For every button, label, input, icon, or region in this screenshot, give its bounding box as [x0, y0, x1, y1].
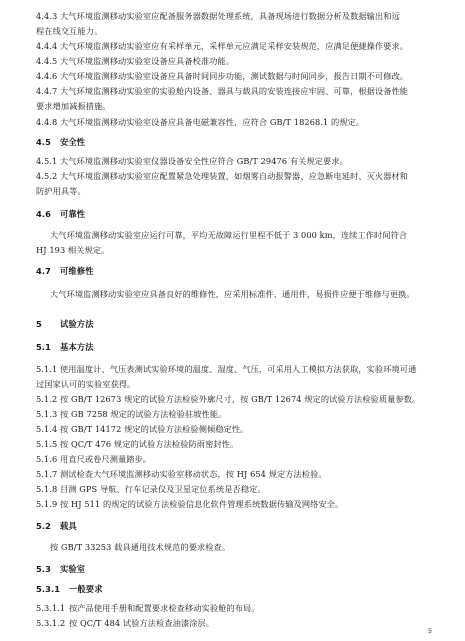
section-title: 可靠性 — [60, 209, 86, 219]
clause-5-1-7 — [36, 468, 327, 480]
clause-4-4-3 — [36, 10, 400, 22]
clause-text: 按 QC/T 484 试验方法检查油漆涂层。 — [69, 618, 215, 628]
clause-text: 大气环境监测移动实验室应配置紧急处理装置，如烟雾自动报警器、应急断电延时、灭火器材和 — [60, 171, 409, 181]
clause-text: 大气环境监测移动实验室仪器设备安全性应符合 GB/T 29476 有关规定要求。 — [60, 156, 348, 166]
clause-number: 5.1.1 — [36, 364, 58, 374]
clause-number: 4.4.4 — [36, 41, 58, 51]
section-heading-5-3 — [36, 563, 85, 575]
clause-5-1-8 — [36, 483, 266, 495]
clause-5-1-6 — [36, 453, 151, 465]
chapter-number: 5 — [36, 319, 42, 329]
clause-number: 5.1.2 — [36, 394, 58, 404]
clause-5-1-5 — [36, 438, 238, 450]
clause-4-4-5 — [36, 55, 234, 67]
clause-number: 4.5.2 — [36, 171, 58, 181]
paragraph-text: 按 GB/T 33253 载具通用技术规范的要求检查。 — [50, 542, 231, 552]
clause-text: 过国家认可的实验室获得。 — [36, 379, 136, 389]
clause-text: 按 GB/T 12673 规定的试验方法检验外廓尺寸，按 GB/T 12674 规定的试验方法检验质量参数。 — [60, 394, 421, 404]
chapter-title: 试验方法 — [60, 319, 94, 329]
paragraph-text: 大气环境监测移动实验室应运行可靠，平均无故障运行里程不低于 3 000 km，连续工作时间符合 — [50, 230, 408, 240]
clause-text: 要求增加减振措施。 — [36, 101, 111, 111]
clause-number: 4.4.3 — [36, 11, 58, 21]
clause-text: 测试检查大气环境监测移动实验室移动状态，按 HJ 654 规定方法检验。 — [60, 469, 327, 479]
paragraph — [50, 229, 407, 241]
clause-text: 按 GB/T 14172 规定的试验方法检验侧倾稳定性。 — [60, 424, 249, 434]
clause-number: 4.4.7 — [36, 86, 58, 96]
paragraph-text: HJ 193 相关规定。 — [36, 245, 110, 255]
clause-text: 使用温度计、气压表测试实验环境的温度、湿度、气压，可采用人工模拟方法获取，实验环境可通 — [60, 364, 417, 374]
clause-5-1-2 — [36, 393, 420, 405]
clause-number: 5.1.7 — [36, 469, 58, 479]
section-number: 4.5 — [36, 137, 51, 147]
paragraph-text: 大气环境监测移动实验室应具备良好的维修性，应采用标准件、通用件，易损件应便于维修与更换。 — [50, 289, 415, 299]
section-heading-4-5 — [36, 136, 85, 148]
clause-number: 5.1.9 — [36, 499, 58, 509]
clause-number: 5.3.1.2 — [36, 618, 66, 628]
clause-text: 大气环境监测移动实验室设备应具备校准功能。 — [60, 56, 235, 66]
paragraph — [50, 288, 415, 300]
section-heading-5-3-1 — [36, 583, 103, 595]
clause-5-1-1 — [36, 363, 416, 375]
clause-4-4-6 — [36, 70, 408, 82]
clause-4-5-2 — [36, 170, 408, 182]
section-number: 4.6 — [36, 209, 51, 219]
clause-5-3-1-1 — [36, 602, 260, 614]
clause-number: 5.1.6 — [36, 454, 58, 464]
clause-number: 5.1.5 — [36, 439, 58, 449]
section-heading-4-7 — [36, 265, 94, 277]
clause-continuation — [36, 100, 111, 112]
clause-text: 按 HJ 511 的规定的试验方法检验信息化软件管理系统数据传输及网络安全。 — [60, 499, 344, 509]
clause-text: 按产品使用手册和配置要求检查移动实验舱的布局。 — [69, 603, 260, 613]
paragraph — [50, 541, 230, 553]
clause-text: 目测 GPS 导航、行车记录仪及卫星定位系统是否稳定。 — [60, 484, 266, 494]
clause-4-4-7 — [36, 85, 408, 97]
section-title: 实验室 — [60, 564, 86, 574]
section-title: 载具 — [60, 521, 77, 531]
clause-5-1-9 — [36, 498, 343, 510]
chapter-heading-5 — [36, 318, 94, 330]
section-title: 一般要求 — [69, 584, 103, 594]
section-number: 5.3.1 — [36, 584, 61, 594]
clause-text: 大气环境监测移动实验室应有采样单元，采样单元应满足采样安装规范，应满足便捷操作要求。 — [60, 41, 409, 51]
section-number: 5.2 — [36, 521, 51, 531]
clause-continuation — [36, 25, 102, 37]
section-title: 基本方法 — [60, 342, 94, 352]
section-heading-5-2 — [36, 520, 77, 532]
clause-number: 5.3.1.1 — [36, 603, 66, 613]
clause-text: 大气环境监测移动实验室应配备服务器数据处理系统，具备现场进行数据分析及数据输出和远 — [60, 11, 400, 21]
clause-text: 防护用具等。 — [36, 186, 86, 196]
clause-text: 大气环境监测移动实验室的实验舱内设备、器具与载具的安装连接应牢固、可靠，根据设备性能 — [60, 86, 409, 96]
clause-4-4-4 — [36, 40, 408, 52]
clause-text: 大气环境监测移动实验室设备应具备时间同步功能，测试数据与时间同步，报告日期不可修改。 — [60, 71, 409, 81]
clause-number: 4.4.5 — [36, 56, 58, 66]
clause-5-1-4 — [36, 423, 248, 435]
clause-continuation — [36, 378, 135, 390]
paragraph-continuation — [36, 244, 109, 256]
page-number: 5 — [427, 627, 432, 635]
clause-text: 按 GB 7258 规定的试验方法检验驻坡性能。 — [60, 409, 227, 419]
section-number: 5.1 — [36, 342, 51, 352]
section-title: 安全性 — [60, 137, 86, 147]
clause-number: 4.4.6 — [36, 71, 58, 81]
clause-number: 4.4.8 — [36, 117, 58, 127]
clause-number: 5.1.3 — [36, 409, 58, 419]
clause-4-4-8 — [36, 116, 364, 128]
clause-number: 5.1.8 — [36, 484, 58, 494]
clause-text: 程在线交互能力。 — [36, 26, 103, 36]
section-title: 可维修性 — [60, 266, 94, 276]
section-number: 4.7 — [36, 266, 51, 276]
clause-number: 4.5.1 — [36, 156, 58, 166]
section-heading-5-1 — [36, 341, 94, 353]
clause-text: 用直尺或卷尺测量踏步。 — [60, 454, 152, 464]
section-number: 5.3 — [36, 564, 51, 574]
clause-5-3-1-2 — [36, 617, 214, 629]
clause-4-5-1 — [36, 155, 348, 167]
clause-5-1-3 — [36, 408, 226, 420]
clause-text: 大气环境监测移动实验室设备应具备电磁兼容性，应符合 GB/T 18268.1 的规定。 — [60, 117, 365, 127]
section-heading-4-6 — [36, 208, 85, 220]
clause-number: 5.1.4 — [36, 424, 58, 434]
clause-text: 按 QC/T 476 规定的试验方法检验防雨密封性。 — [60, 439, 239, 449]
clause-continuation — [36, 185, 86, 197]
